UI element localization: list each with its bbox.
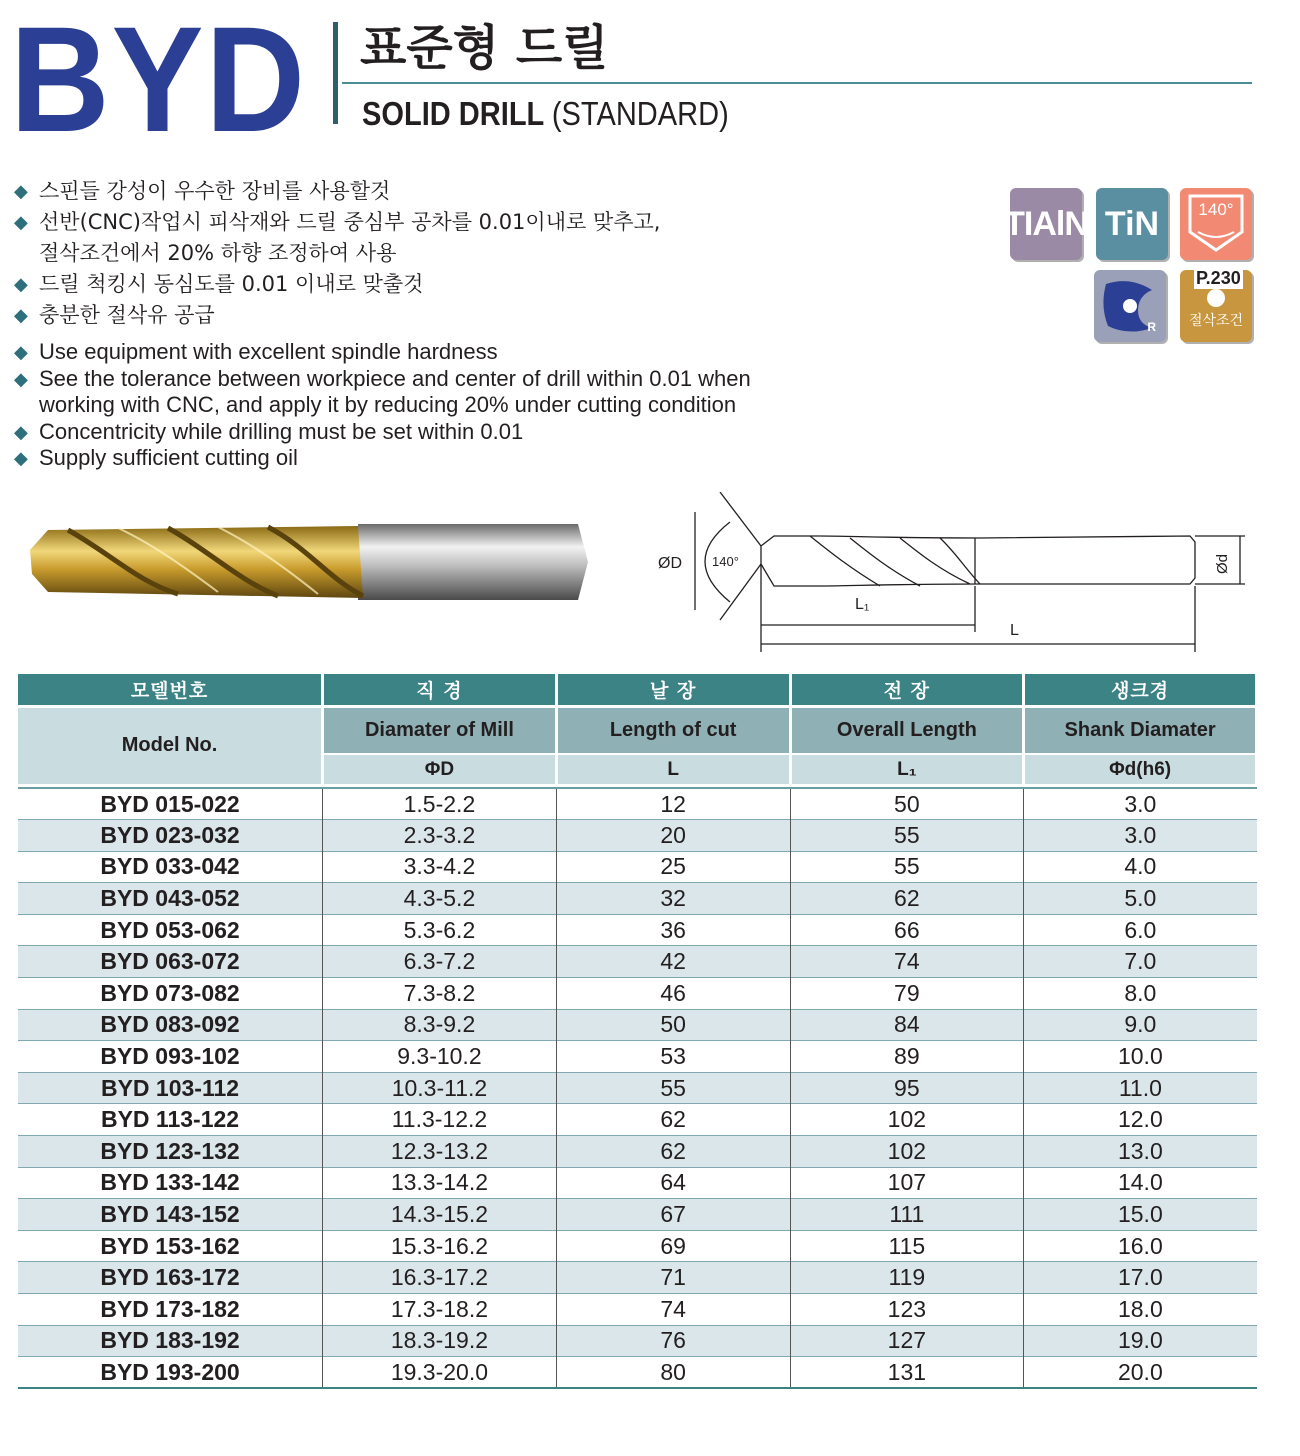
diamond-bullet-icon: ◆: [14, 368, 28, 389]
table-body: [18, 788, 1257, 1388]
cell-diameter: 15.3-16.2: [323, 1230, 557, 1262]
table-row: [18, 1104, 1257, 1136]
cell-shank-diameter: 8.0: [1024, 978, 1257, 1010]
cell-shank-diameter: 10.0: [1024, 1041, 1257, 1073]
cell-length-of-cut: 46: [556, 978, 790, 1010]
cutting-condition-badge[interactable]: [1180, 270, 1252, 342]
cell-shank-diameter: 14.0: [1024, 1167, 1257, 1199]
cell-model-number: BYD 113-122: [18, 1104, 323, 1136]
cell-diameter: 7.3-8.2: [323, 978, 557, 1010]
title-english: [362, 94, 729, 134]
table-row: [18, 1199, 1257, 1231]
point-angle-badge: [1180, 188, 1252, 260]
cell-shank-diameter: 11.0: [1024, 1072, 1257, 1104]
diamond-bullet-icon: ◆: [14, 212, 28, 233]
cell-diameter: 6.3-7.2: [323, 946, 557, 978]
diagram-phi-D-label: ØD: [658, 555, 682, 572]
note-item: [14, 176, 834, 207]
note-item: [14, 366, 834, 419]
title-english-main: SOLID DRILL: [362, 95, 544, 132]
cell-length-of-cut: 20: [556, 820, 790, 852]
diagram-L-label: L: [1010, 622, 1019, 639]
tialn-coating-badge: TIAlN: [1010, 188, 1082, 260]
title-divider: [333, 22, 338, 124]
cell-shank-diameter: 17.0: [1024, 1262, 1257, 1294]
cell-length-of-cut: 69: [556, 1230, 790, 1262]
note-line: 스핀들 강성이 우수한 장비를 사용할것: [39, 179, 391, 203]
cell-diameter: 5.3-6.2: [323, 914, 557, 946]
cell-model-number: BYD 133-142: [18, 1167, 323, 1199]
table-row: [18, 978, 1257, 1010]
cell-shank-diameter: 5.0: [1024, 883, 1257, 915]
note-item: [14, 419, 834, 446]
cell-length-of-cut: 62: [556, 1104, 790, 1136]
diagram-angle-label: 140°: [712, 554, 739, 569]
cell-overall-length: 74: [790, 946, 1024, 978]
cell-overall-length: 107: [790, 1167, 1024, 1199]
point-angle-label: 140°: [1198, 200, 1234, 219]
table-row: [18, 883, 1257, 915]
cell-model-number: BYD 193-200: [18, 1357, 323, 1389]
table-row: [18, 1294, 1257, 1326]
cell-length-of-cut: 71: [556, 1262, 790, 1294]
cell-length-of-cut: 76: [556, 1325, 790, 1357]
header-diameter-symbol: ΦD: [323, 754, 557, 784]
cell-overall-length: 115: [790, 1230, 1024, 1262]
diagram-L1-label: L₁: [855, 596, 870, 613]
cell-length-of-cut: 42: [556, 946, 790, 978]
note-line: 절삭조건에서 20% 하향 조정하여 사용: [39, 241, 397, 265]
cell-length-of-cut: 53: [556, 1041, 790, 1073]
table-row: [18, 946, 1257, 978]
cell-overall-length: 79: [790, 978, 1024, 1010]
diamond-bullet-icon: ◆: [14, 342, 28, 362]
cell-overall-length: 50: [790, 788, 1024, 820]
note-line: working with CNC, and apply it by reducing 20% under cutting condition: [39, 392, 737, 417]
cell-model-number: BYD 053-062: [18, 914, 323, 946]
header-length-symbol: L: [556, 754, 790, 784]
cell-diameter: 9.3-10.2: [323, 1041, 557, 1073]
cell-diameter: 1.5-2.2: [323, 788, 557, 820]
cell-model-number: BYD 023-032: [18, 820, 323, 852]
cell-length-of-cut: 25: [556, 851, 790, 883]
cell-model-number: BYD 153-162: [18, 1230, 323, 1262]
cell-overall-length: 119: [790, 1262, 1024, 1294]
table-row: [18, 1009, 1257, 1041]
note-line: Supply sufficient cutting oil: [39, 445, 298, 470]
table-row: [18, 1041, 1257, 1073]
header-length-en: Length of cut: [556, 706, 790, 754]
cell-shank-diameter: 19.0: [1024, 1325, 1257, 1357]
table-row: [18, 1230, 1257, 1262]
cell-length-of-cut: 80: [556, 1357, 790, 1389]
cell-diameter: 11.3-12.2: [323, 1104, 557, 1136]
cutting-condition-label: 절삭조건: [1188, 313, 1244, 329]
title-rule: [342, 82, 1252, 84]
cell-shank-diameter: 15.0: [1024, 1199, 1257, 1231]
drill-photo: [28, 522, 593, 602]
title-korean: 표준형 드릴: [360, 20, 609, 76]
note-item: [14, 269, 834, 300]
cell-diameter: 2.3-3.2: [323, 820, 557, 852]
cell-shank-diameter: 6.0: [1024, 914, 1257, 946]
cell-overall-length: 89: [790, 1041, 1024, 1073]
cell-diameter: 18.3-19.2: [323, 1325, 557, 1357]
header-overall-en: Overall Length: [790, 706, 1024, 754]
note-line: 충분한 절삭유 공급: [39, 303, 215, 327]
cell-diameter: 8.3-9.2: [323, 1009, 557, 1041]
cell-overall-length: 127: [790, 1325, 1024, 1357]
r-corner-label: R: [1147, 320, 1156, 334]
header-diameter-ko: 직 경: [323, 674, 557, 706]
cell-diameter: 14.3-15.2: [323, 1199, 557, 1231]
cell-shank-diameter: 20.0: [1024, 1357, 1257, 1389]
cell-model-number: BYD 173-182: [18, 1294, 323, 1326]
cell-length-of-cut: 62: [556, 1136, 790, 1168]
cell-length-of-cut: 55: [556, 1072, 790, 1104]
cell-overall-length: 95: [790, 1072, 1024, 1104]
header-model-en: Model No.: [18, 706, 323, 784]
table-header-korean: [18, 674, 1257, 706]
cell-length-of-cut: 32: [556, 883, 790, 915]
point-angle-icon: [1180, 188, 1252, 260]
cell-shank-diameter: 12.0: [1024, 1104, 1257, 1136]
cell-overall-length: 62: [790, 883, 1024, 915]
table-row: [18, 820, 1257, 852]
cell-overall-length: 55: [790, 851, 1024, 883]
cell-model-number: BYD 043-052: [18, 883, 323, 915]
table-row: [18, 1357, 1257, 1389]
note-item: [14, 207, 834, 269]
logo-byd: BYD: [10, 0, 307, 163]
cell-diameter: 10.3-11.2: [323, 1072, 557, 1104]
cell-diameter: 3.3-4.2: [323, 851, 557, 883]
table-row: [18, 1136, 1257, 1168]
table-header-english: [18, 706, 1257, 754]
cell-model-number: BYD 063-072: [18, 946, 323, 978]
title-english-sub: (STANDARD): [551, 95, 729, 132]
cell-shank-diameter: 9.0: [1024, 1009, 1257, 1041]
cell-overall-length: 111: [790, 1199, 1024, 1231]
cutting-condition-icon: [1180, 270, 1252, 342]
header-model-ko: 모델번호: [18, 674, 323, 706]
cell-model-number: BYD 073-082: [18, 978, 323, 1010]
cell-length-of-cut: 36: [556, 914, 790, 946]
note-line: 드릴 척킹시 동심도를 0.01 이내로 맞출것: [39, 272, 424, 296]
header-shank-en: Shank Diamater: [1024, 706, 1257, 754]
header-overall-symbol: L₁: [790, 754, 1024, 784]
cell-shank-diameter: 4.0: [1024, 851, 1257, 883]
table-row: [18, 914, 1257, 946]
cell-length-of-cut: 50: [556, 1009, 790, 1041]
note-line: 선반(CNC)작업시 피삭재와 드릴 중심부 공차를 0.01이내로 맞추고,: [39, 210, 661, 234]
cell-overall-length: 55: [790, 820, 1024, 852]
header-diameter-en: Diamater of Mill: [323, 706, 557, 754]
cell-overall-length: 131: [790, 1357, 1024, 1389]
cell-length-of-cut: 67: [556, 1199, 790, 1231]
table-row: [18, 1262, 1257, 1294]
table-row: [18, 1167, 1257, 1199]
header-shank-symbol: Φd(h6): [1024, 754, 1257, 784]
diamond-bullet-icon: ◆: [14, 421, 28, 442]
cell-model-number: BYD 183-192: [18, 1325, 323, 1357]
note-item: [14, 300, 834, 331]
header-length-ko: 날 장: [556, 674, 790, 706]
cell-length-of-cut: 74: [556, 1294, 790, 1326]
cell-shank-diameter: 13.0: [1024, 1136, 1257, 1168]
note-line: See the tolerance between workpiece and center of drill within 0.01 when: [39, 365, 751, 391]
cell-diameter: 17.3-18.2: [323, 1294, 557, 1326]
cell-diameter: 12.3-13.2: [323, 1136, 557, 1168]
r-corner-badge: [1094, 270, 1166, 342]
note-item: [14, 445, 834, 472]
spec-table: [18, 674, 1258, 1389]
cell-diameter: 19.3-20.0: [323, 1357, 557, 1389]
diamond-bullet-icon: ◆: [14, 274, 28, 295]
cell-overall-length: 66: [790, 914, 1024, 946]
cell-shank-diameter: 7.0: [1024, 946, 1257, 978]
cell-overall-length: 84: [790, 1009, 1024, 1041]
table-row: [18, 851, 1257, 883]
tin-coating-badge: TiN: [1096, 188, 1168, 260]
cell-diameter: 13.3-14.2: [323, 1167, 557, 1199]
cell-shank-diameter: 16.0: [1024, 1230, 1257, 1262]
cell-model-number: BYD 093-102: [18, 1041, 323, 1073]
cell-model-number: BYD 083-092: [18, 1009, 323, 1041]
cell-shank-diameter: 3.0: [1024, 788, 1257, 820]
cell-model-number: BYD 163-172: [18, 1262, 323, 1294]
cell-diameter: 4.3-5.2: [323, 883, 557, 915]
cell-overall-length: 102: [790, 1136, 1024, 1168]
diamond-bullet-icon: ◆: [14, 305, 28, 326]
table-row: [18, 1325, 1257, 1357]
cell-shank-diameter: 3.0: [1024, 820, 1257, 852]
header-overall-ko: 전 장: [790, 674, 1024, 706]
note-line: Concentricity while drilling must be set within 0.01: [39, 418, 524, 444]
cell-model-number: BYD 143-152: [18, 1199, 323, 1231]
note-line: Use equipment with excellent spindle hardness: [39, 339, 498, 364]
page-reference: P.230: [1196, 268, 1241, 288]
cell-diameter: 16.3-17.2: [323, 1262, 557, 1294]
cell-model-number: BYD 033-042: [18, 851, 323, 883]
cell-length-of-cut: 64: [556, 1167, 790, 1199]
table-row: [18, 1072, 1257, 1104]
cell-model-number: BYD 015-022: [18, 788, 323, 820]
cell-model-number: BYD 123-132: [18, 1136, 323, 1168]
diamond-bullet-icon: ◆: [14, 448, 28, 468]
drill-dimension-diagram: [650, 492, 1250, 657]
cell-shank-diameter: 18.0: [1024, 1294, 1257, 1326]
header-shank-ko: 생크경: [1024, 674, 1257, 706]
diagram-phi-d-label: Ød: [1214, 553, 1231, 574]
cell-overall-length: 123: [790, 1294, 1024, 1326]
diamond-bullet-icon: ◆: [14, 181, 28, 202]
cell-overall-length: 102: [790, 1104, 1024, 1136]
cell-model-number: BYD 103-112: [18, 1072, 323, 1104]
note-item: [14, 339, 834, 366]
cell-length-of-cut: 12: [556, 788, 790, 820]
notes-korean: [14, 176, 834, 331]
notes-english: [14, 339, 834, 472]
table-row: [18, 788, 1257, 820]
